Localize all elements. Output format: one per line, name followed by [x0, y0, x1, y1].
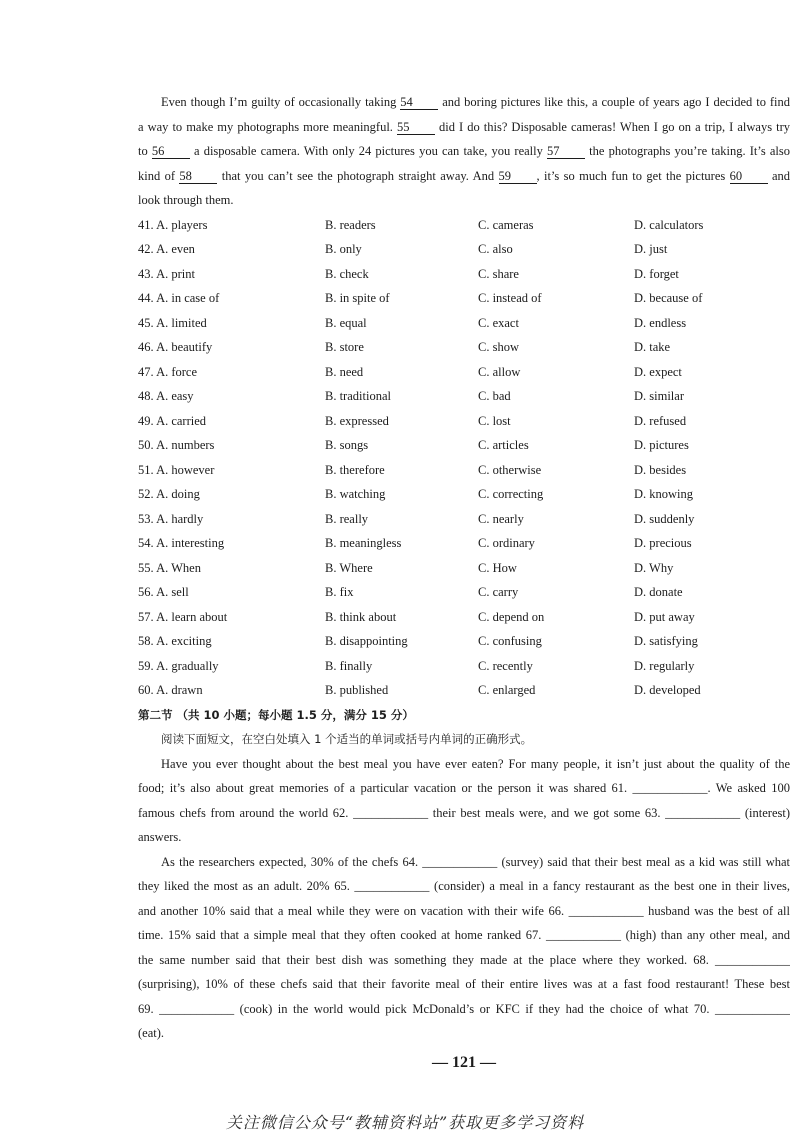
cloze-text: Even though I’m guilty of occasionally taking [161, 95, 397, 109]
grammar-line: 69. ____________ (cook) in the world would pick McDonald’s or KFC if they had the choice of what 70. ____________ [138, 1001, 790, 1016]
option-c: C. cameras [478, 217, 534, 232]
blank-60: 60 [730, 170, 768, 184]
option-b: B. meaningless [325, 536, 402, 550]
option-a: A. drawn [156, 683, 203, 697]
question-45 [138, 311, 790, 336]
option-a: A. carried [156, 413, 207, 428]
option-a-cell [138, 237, 325, 262]
option-c: C. lost [478, 413, 511, 428]
cloze-line-1 [138, 90, 790, 115]
option-b: B. really [325, 511, 369, 526]
option-d: D. developed [634, 683, 701, 697]
question-number: 54. [138, 536, 154, 550]
option-b: B. published [325, 683, 389, 697]
question-42 [138, 237, 790, 262]
option-a: A. beautify [156, 340, 213, 354]
grammar-line: they liked the most as an adult. 20% 65. ____________ (consider) a meal in a fancy restaurant as the best one in their lives, [138, 879, 790, 893]
option-b: B. readers [325, 217, 376, 232]
grammar-line: and another 10% said that a meal while they were on vacation with their wife 66. ____________ husband was the best of all [138, 903, 790, 918]
cloze-text: that you can’t see the photograph straight away. And [221, 168, 495, 183]
question-59 [138, 654, 790, 679]
option-d: D. refused [634, 413, 687, 428]
option-d: D. endless [634, 315, 687, 330]
option-c: C. nearly [478, 511, 524, 526]
option-a-cell [138, 654, 325, 679]
option-d: D. pictures [634, 438, 689, 452]
option-b: B. in spite of [325, 291, 390, 305]
option-b: B. disappointing [325, 634, 408, 648]
option-a-cell [138, 384, 325, 409]
grammar-line: As the researchers expected, 30% of the chefs 64. ____________ (survey) said that their best meal as a kid was still what [161, 854, 790, 869]
option-a-cell [138, 409, 325, 434]
option-c: C. ordinary [478, 536, 535, 550]
option-d: D. knowing [634, 487, 694, 501]
option-b: B. only [325, 242, 362, 256]
grammar-line: Have you ever thought about the best meal you have ever eaten? For many people, it isn’t just about the quality of the [161, 756, 790, 771]
cloze-text: kind of [138, 168, 176, 183]
question-number: 59. [138, 658, 154, 673]
question-number: 43. [138, 266, 154, 281]
option-a-cell [138, 213, 325, 238]
question-number: 53. [138, 511, 154, 526]
cloze-line-2 [138, 115, 790, 140]
option-a: A. doing [156, 487, 200, 501]
question-number: 56. [138, 585, 154, 599]
question-number: 49. [138, 413, 154, 428]
cloze-text: the photographs you’re taking. It’s also [589, 144, 790, 158]
option-a: A. limited [156, 315, 207, 330]
option-d: D. donate [634, 585, 683, 599]
option-b: B. watching [325, 487, 386, 501]
option-c: C. enlarged [478, 683, 536, 697]
blank-56: 56 [152, 145, 190, 159]
option-d: D. just [634, 242, 668, 256]
question-52 [138, 482, 790, 507]
option-c: C. carry [478, 585, 519, 599]
option-d: D. Why [634, 560, 674, 575]
question-49 [138, 409, 790, 434]
question-number: 60. [138, 683, 154, 697]
question-58 [138, 629, 790, 654]
cloze-text: a way to make my photographs more meaningful. [138, 119, 393, 134]
cloze-text: to [138, 144, 148, 158]
cloze-line-3 [138, 139, 790, 164]
grammar-line: food; it’s also about great memories of a particular vacation or the person it was shared 61. ____________. We asked 100 [138, 781, 790, 795]
grammar-line: (surprising), 10% of these chefs said that their favorite meal of their entire lives was at a fast food restaurant! These best [138, 977, 790, 991]
grammar-line: the same number said that their best dish was something they made at the place where they worked. 68. ____________ [138, 952, 790, 967]
option-a: A. learn about [156, 609, 228, 624]
option-a-cell [138, 482, 325, 507]
question-number: 51. [138, 462, 154, 477]
option-b: B. think about [325, 609, 397, 624]
question-46 [138, 335, 790, 360]
option-b: B. finally [325, 658, 373, 673]
question-number: 52. [138, 487, 154, 501]
option-c: C. instead of [478, 291, 542, 305]
blank-55: 55 [397, 121, 435, 135]
option-c: C. also [478, 242, 513, 256]
question-number: 45. [138, 315, 154, 330]
option-d: D. besides [634, 462, 687, 477]
option-c: C. show [478, 340, 519, 354]
option-a: A. even [156, 242, 195, 256]
blank-58: 58 [179, 170, 217, 184]
question-number: 50. [138, 438, 154, 452]
option-d: D. precious [634, 536, 692, 550]
cloze-text: and [772, 168, 790, 183]
option-c: C. confusing [478, 634, 542, 648]
question-44 [138, 286, 790, 311]
option-a-cell [138, 556, 325, 581]
cloze-text: , it’s so much fun to get the pictures [536, 168, 726, 183]
option-c: C. exact [478, 315, 519, 330]
option-d: D. take [634, 340, 671, 354]
option-b: B. expressed [325, 413, 389, 428]
grammar-line: time. 15% said that a simple meal that they often cooked at home ranked 67. ____________ (high) than any other meal, and [138, 928, 790, 942]
question-43 [138, 262, 790, 287]
blank-54: 54 [400, 96, 438, 110]
option-b: B. store [325, 340, 364, 354]
section-heading: 第二节 （共 10 小题；每小题 1.5 分，满分 15 分） [138, 707, 414, 722]
option-a-cell [138, 507, 325, 532]
option-a: A. print [156, 266, 195, 281]
option-a-cell [138, 580, 325, 605]
option-a: A. gradually [156, 658, 219, 673]
question-number: 48. [138, 389, 154, 403]
cloze-line-4 [138, 164, 790, 189]
option-b: B. therefore [325, 462, 385, 477]
option-d: D. expect [634, 364, 682, 379]
option-a: A. numbers [156, 438, 215, 452]
question-number: 42. [138, 242, 154, 256]
option-a: A. sell [156, 585, 189, 599]
section-instruction: 阅读下面短文，在空白处填入 1 个适当的单词或括号内单词的正确形式。 [161, 732, 533, 746]
question-54 [138, 531, 790, 556]
option-b: B. need [325, 364, 364, 379]
option-b: B. traditional [325, 389, 391, 403]
grammar-line: famous chefs from around the world 62. ____________ their best meals were, and we got some 63. ____________ (interest) [138, 805, 790, 820]
option-a-cell [138, 678, 325, 703]
option-a: A. force [156, 364, 198, 379]
option-a: A. hardly [156, 511, 204, 526]
option-b: B. songs [325, 438, 369, 452]
question-41 [138, 213, 790, 238]
option-a: A. When [156, 560, 201, 575]
option-c: C. articles [478, 438, 529, 452]
question-47 [138, 360, 790, 385]
option-a: A. players [156, 217, 208, 232]
option-a-cell [138, 262, 325, 287]
cloze-text: did I do this? Disposable cameras! When I go on a trip, I always try [439, 119, 790, 134]
option-c: C. depend on [478, 609, 545, 624]
grammar-line: (eat). [138, 1026, 165, 1040]
question-48 [138, 384, 790, 409]
footer-note: 关注微信公众号“教辅资料站”获取更多学习资料 [225, 1113, 585, 1132]
option-c: C. recently [478, 658, 533, 673]
option-a-cell [138, 335, 325, 360]
cloze-text: look through them. [138, 193, 234, 207]
grammar-line: answers. [138, 830, 182, 844]
option-c: C. How [478, 560, 517, 575]
option-a: A. interesting [156, 536, 225, 550]
option-d: D. because of [634, 291, 703, 305]
cloze-text: and boring pictures like this, a couple of years ago I decided to find [442, 95, 790, 109]
option-a-cell [138, 311, 325, 336]
blank-59: 59 [499, 170, 537, 184]
question-number: 58. [138, 634, 154, 648]
option-d: D. satisfying [634, 634, 698, 648]
option-d: D. regularly [634, 658, 695, 673]
option-d: D. similar [634, 389, 684, 403]
option-a-cell [138, 605, 325, 630]
option-a-cell [138, 433, 325, 458]
option-d: D. calculators [634, 217, 704, 232]
question-51 [138, 458, 790, 483]
option-a: A. easy [156, 389, 194, 403]
option-a-cell [138, 458, 325, 483]
option-b: B. Where [325, 560, 373, 575]
option-d: D. forget [634, 266, 679, 281]
question-number: 46. [138, 340, 154, 354]
option-a-cell [138, 531, 325, 556]
option-a: A. however [156, 462, 215, 477]
question-number: 41. [138, 217, 154, 232]
question-number: 55. [138, 560, 154, 575]
option-b: B. equal [325, 315, 367, 330]
question-50 [138, 433, 790, 458]
option-a-cell [138, 286, 325, 311]
question-number: 47. [138, 364, 154, 379]
question-number: 57. [138, 609, 154, 624]
option-a: A. exciting [156, 634, 212, 648]
option-d: D. suddenly [634, 511, 695, 526]
option-c: C. correcting [478, 487, 544, 501]
question-60 [138, 678, 790, 703]
question-55 [138, 556, 790, 581]
option-a-cell [138, 629, 325, 654]
option-c: C. otherwise [478, 462, 542, 477]
cloze-text: a disposable camera. With only 24 pictures you can take, you really [194, 144, 543, 158]
cloze-line-5 [138, 188, 790, 213]
option-c: C. share [478, 266, 519, 281]
option-b: B. fix [325, 585, 354, 599]
question-57 [138, 605, 790, 630]
blank-57: 57 [547, 145, 585, 159]
question-56 [138, 580, 790, 605]
exam-page-content [138, 90, 790, 1046]
option-a: A. in case of [156, 291, 220, 305]
option-a-cell [138, 360, 325, 385]
question-53 [138, 507, 790, 532]
option-c: C. allow [478, 364, 521, 379]
page-number: — 121 — [432, 1054, 496, 1071]
option-b: B. check [325, 266, 369, 281]
question-number: 44. [138, 291, 154, 305]
option-d: D. put away [634, 609, 695, 624]
option-c: C. bad [478, 389, 511, 403]
